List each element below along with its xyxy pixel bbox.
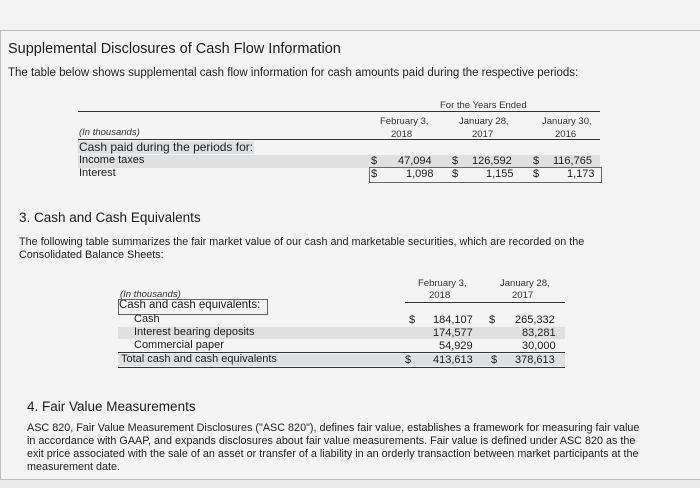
table1-col2-line2: 2017 — [472, 129, 494, 140]
table2-total-cur1: $ — [405, 354, 412, 366]
table1-row2-box — [369, 167, 602, 183]
table2-total-val2: 378,613 — [515, 354, 555, 366]
table2-row1-label: Cash — [134, 313, 160, 325]
table2-row2-val1: 174,577 — [433, 327, 473, 339]
table2-total-cur2: $ — [491, 354, 498, 366]
table2-header-rule — [405, 302, 565, 303]
section3-heading: 3. Cash and Cash Equivalents — [19, 210, 201, 225]
table2-unit-label: (In thousands) — [120, 289, 181, 300]
table1-top-rule — [78, 111, 600, 112]
table1-col3-line1: January 30, — [542, 116, 592, 127]
table2-row2-val2: 83,281 — [522, 327, 556, 339]
table1-row2-cur2: $ — [452, 168, 459, 180]
table2-row3-label: Commercial paper — [134, 339, 224, 351]
section4-line4: measurement date. — [27, 461, 121, 473]
table1-row1-cur1: $ — [371, 155, 378, 167]
table1-group-header: For the Years Ended — [440, 100, 527, 111]
table2-section-label: Cash and cash equivalents: — [119, 299, 261, 311]
table1-row2-label: Interest — [79, 167, 116, 179]
table1-row2-val1: 1,098 — [406, 168, 434, 180]
section3-text-line2: Consolidated Balance Sheets: — [19, 249, 164, 261]
table2-row3-val1: 54,929 — [439, 340, 473, 352]
table1-unit-label: (In thousands) — [79, 127, 140, 138]
table2-row1-val2: 265,332 — [515, 314, 555, 326]
table2-row3-val2: 30,000 — [522, 340, 556, 352]
page-title: Supplemental Disclosures of Cash Flow Information — [8, 41, 341, 57]
section4-line2: in accordance with GAAP, and expands disclosures about fair value measurements. Fair value is defined under ASC 820 as the — [27, 435, 636, 447]
table2-col2-line1: January 28, — [500, 278, 550, 289]
section4-heading: 4. Fair Value Measurements — [27, 399, 196, 414]
table1-row1-val3: 116,765 — [553, 155, 592, 167]
table2-total-val1: 413,613 — [433, 354, 473, 366]
table2-col2-line2: 2017 — [512, 290, 534, 301]
table1-col2-line1: January 28, — [459, 116, 509, 127]
table1-row2-cur3: $ — [533, 168, 540, 180]
table2-row1-cur2: $ — [489, 314, 496, 326]
table1-row1-val1: 47,094 — [398, 155, 432, 167]
table1-row1-cur2: $ — [452, 155, 459, 167]
table1-col1-line2: 2018 — [391, 129, 413, 140]
table1-row2-val3: 1,173 — [567, 168, 595, 180]
table1-col3-line2: 2016 — [555, 129, 577, 140]
table2-row2-label: Interest bearing deposits — [134, 326, 255, 338]
table2-col1-line1: February 3, — [418, 278, 467, 289]
intro-text: The table below shows supplemental cash flow information for cash amounts paid during the respective periods: — [8, 67, 579, 79]
table2-total-label: Total cash and cash equivalents — [121, 353, 277, 365]
table2-total-rule — [118, 367, 565, 368]
table2-col1-line2: 2018 — [429, 290, 451, 301]
section3-text-line1: The following table summarizes the fair market value of our cash and marketable securities, which are recorded on the — [19, 236, 585, 248]
table1-row2-cur1: $ — [371, 168, 378, 180]
table1-row1-label: Income taxes — [79, 154, 145, 166]
table1-col1-line1: February 3, — [380, 116, 429, 127]
table1-row1-cur3: $ — [533, 155, 540, 167]
table1-row2-val2: 1,155 — [486, 168, 514, 180]
table1-section-label: Cash paid during the periods for: — [79, 140, 254, 154]
table2-row1-cur1: $ — [409, 314, 416, 326]
table1-row1-val2: 126,592 — [472, 155, 512, 167]
section4-line1: ASC 820, Fair Value Measurement Disclosures ("ASC 820"), defines fair value, establishes a framework for measuring fair value — [27, 422, 640, 434]
table2-row1-val1: 184,107 — [433, 314, 473, 326]
section4-line3: exit price associated with the sale of an asset or transfer of a liability in an orderly transaction between market participants at the — [27, 448, 639, 460]
